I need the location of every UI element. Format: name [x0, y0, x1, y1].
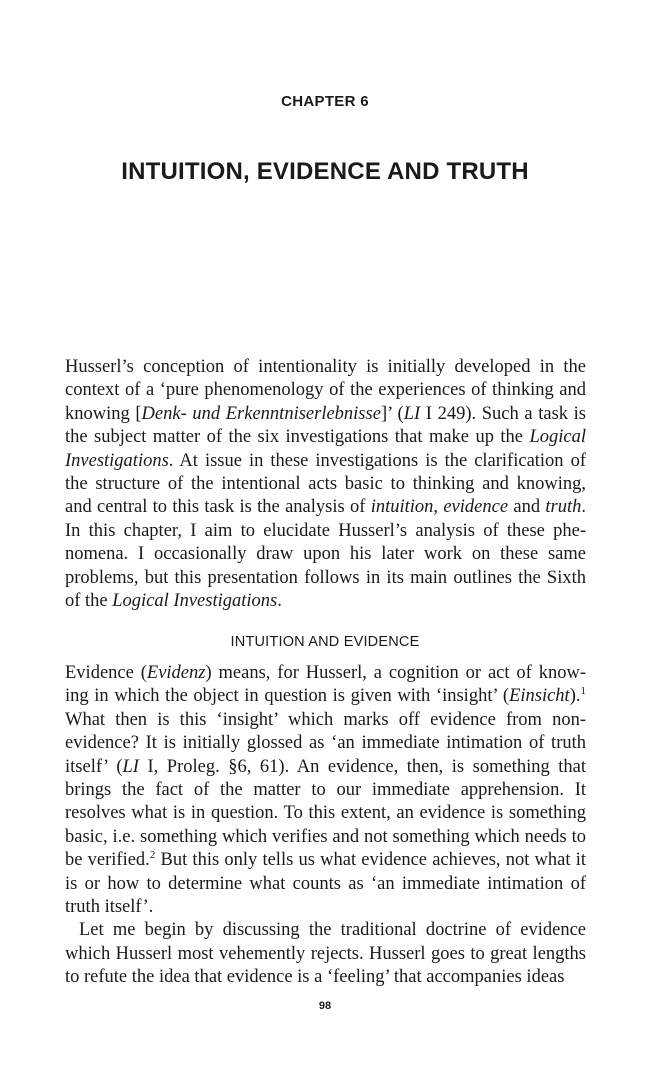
text-line: knowing [Denk- und Erkenntniserlebnisse]’ (LI I 249). Such a task is: [65, 403, 586, 424]
text-line: resolves what is in question. To this extent, an evidence is something: [65, 803, 586, 824]
text-line: be verified.$^2$ But this only tells us what evidence achieves, not what it: [65, 849, 586, 871]
italic-text: truth: [545, 497, 582, 518]
text-line: to refute the idea that evidence is a ‘feeling’ that accompanies ideas: [65, 967, 565, 988]
text-line: nomena. I occasionally draw upon his later work on these same: [65, 544, 586, 565]
footnote-marker[interactable]: 2: [149, 849, 156, 862]
chapter-title: INTUITION, EVIDENCE AND TRUTH: [121, 158, 529, 185]
evidence-paragraph: [65, 662, 586, 989]
text-line: Let me begin by discussing the traditional doctrine of evidence: [79, 920, 586, 941]
italic-text: intuition: [370, 497, 434, 518]
text-line: In this chapter, I aim to elucidate Husserl’s analysis of these phe-: [65, 520, 586, 541]
text-line: brings the fact of the matter to our immediate apprehension. It: [65, 779, 586, 800]
italic-text: Logical Investigations: [112, 590, 278, 611]
text-line: basic, i.e. something which verifies and not something which needs to: [65, 826, 586, 847]
italic-text: LI: [403, 403, 421, 424]
italic-text: Investigations: [65, 450, 169, 471]
text-line: truth itself’.: [65, 896, 154, 917]
text-line: ing in which the object in question is given with ‘insight’ (Einsicht).$^1$: [65, 685, 586, 707]
italic-text: Einsicht: [509, 686, 570, 707]
italic-text: LI: [122, 756, 139, 777]
intro-paragraph: [65, 356, 586, 613]
text-line: context of a ‘pure phenomenology of the experiences of thinking and: [65, 380, 586, 401]
text-line: itself’ (LI I, Proleg. §6, 61). An evidence, then, is something that: [65, 756, 586, 777]
text-line: What then is this ‘insight’ which marks off evidence from non-: [65, 709, 586, 730]
text-line: evidence? It is initially glossed as ‘an immediate intimation of truth: [65, 733, 586, 754]
text-line: the structure of the intentional acts basic to thinking and knowing,: [65, 473, 586, 494]
chapter-label: CHAPTER 6: [281, 93, 369, 110]
italic-text: Denk- und Erkenntniserlebnisse: [141, 403, 381, 424]
text-line: and central to this task is the analysis of intuition, evidence and truth.: [65, 497, 586, 518]
italic-text: Logical: [529, 427, 586, 448]
text-line: Investigations. At issue in these investigations is the clarification of: [65, 450, 586, 471]
text-line: Husserl’s conception of intentionality is initially developed in the: [65, 357, 586, 377]
italic-text: Evidenz: [146, 663, 206, 683]
text-line: the subject matter of the six investigations that make up the Logical: [65, 427, 586, 448]
text-line: Evidence (Evidenz) means, for Husserl, a cognition or act of know-: [65, 663, 586, 683]
text-line: which Husserl most vehemently rejects. Husserl goes to great lengths: [65, 943, 586, 964]
text-line: of the Logical Investigations.: [65, 590, 282, 611]
footnote-marker[interactable]: 1: [580, 685, 586, 698]
section-heading: INTUITION AND EVIDENCE: [230, 634, 420, 650]
italic-text: evidence: [443, 497, 509, 518]
page-number: 98: [318, 1000, 332, 1012]
text-line: problems, but this presentation follows in its main outlines the Sixth: [65, 567, 586, 588]
text-line: is or how to determine what counts as ‘an immediate intimation of: [65, 873, 586, 894]
